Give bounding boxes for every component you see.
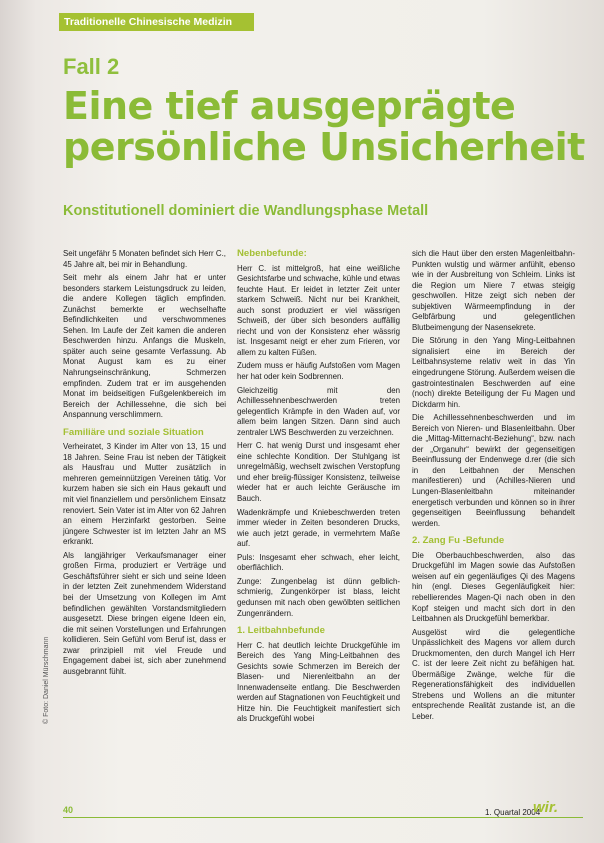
paragraph: Wadenkrämpfe und Kniebeschwerden treten immer wieder in Zeiten besonderen Drucks, wie auch jetzt gerade, in vermehrtem Maße auf. xyxy=(237,507,400,549)
paragraph: Zunge: Zungenbelag ist dünn gelblich-schmierig, Zungenkörper ist blass, leicht gedunsen mit nach oben gewölbten seitlichen Zungenrändern. xyxy=(237,576,400,618)
section-header: Traditionelle Chinesische Medizin xyxy=(59,13,254,31)
paragraph: Die Achillessehnenbeschwerden und im Bereich von Nieren- und Blasenleitbahn. Über die „Mittag-Mitternacht-Beziehung“, bzw. nach der „Organuhr“ bewirkt der gegenseitigen Beeinflussung der Endenwege d.rer (die sich in den Leitbahnen der Menschen manifestieren) und (Achilles-Nieren und Lungen-Blasenleitbahn miteinander energetisch verbunden und können so in ihrer gegenseitigen Beeinflussung behandelt werden. xyxy=(412,413,575,528)
paragraph: Zudem muss er häufig Aufstoßen vom Magen her hat oder kein Sodbrennen. xyxy=(237,361,400,382)
page-number: 40 xyxy=(63,805,74,815)
paragraph: Puls: Insgesamt eher schwach, eher leicht, oberflächlich. xyxy=(237,552,400,573)
paragraph: Herr C. ist mittelgroß, hat eine weißliche Gesichtsfarbe und schwache, kühle und etwas feuchte Haut. Er leidet in letzter Zeit unter starkem Schweiß. Nicht nur bei Krankheit, auch sonst produziert er viel wässrigen Schweiß, der über sich besonders auffällig riecht und von der Konsistenz eher wässrig ist. Insgesamt neigt er eher zum Frieren, vor allem zu kalten Füßen. xyxy=(237,263,400,357)
text-column-1 xyxy=(63,249,226,680)
section-heading: 1. Leitbahnbefunde xyxy=(237,625,325,637)
title-line-1: Eine tief ausgeprägte xyxy=(63,84,516,128)
paragraph: Verheiratet, 3 Kinder im Alter von 13, 15 und 18 Jahren. Seine Frau ist neben der Tätigkeit als Hausfrau und Mutter zusätzlich in mehreren gemeinnützigen Vereinen tätig. Vor kurzem haben sie sich ein Haus gekauft und mit viel finanziellem und persönlichem Einsatz renoviert. Sein Vater ist im Alter von 62 Jahren an einem Herzinfarkt gestorben. Seine jüngere Schwester ist im letzten Jahr an MS erkrankt. xyxy=(63,442,226,547)
paragraph: Ausgelöst wird die gelegentliche Unpässlichkeit des Magens vor allem durch Druckmomenten, den durch Mangel ich Herr C. ist der leere Zeit nicht zu befähigen hat. Übermäßige Zwänge, welche für die Regenerationsfähigkeit des individuellen Strebens und Wollens an die mitunter entsprechende Realität zustande ist, an die Leber. xyxy=(412,627,575,721)
title-line-2: persönliche Unsicherheit xyxy=(63,125,585,169)
paragraph: Herr C. hat deutlich leichte Druckgefühle im Bereich des Yang Ming-Leitbahnen des Gesichts sowie Schmerzen im Bereich der Blasen- und Nierenleitbahn an der Innenwadenseite entlang. Die Beschwerden werden auf Stagnationen von Feuchtigkeit und Hitze hin. Die Feuchtigkeit manifestiert sich als Druckgefühl wobei xyxy=(237,640,400,724)
paragraph: Seit mehr als einem Jahr hat er unter besonders starkem Leistungsdruck zu leiden, die andere Kollegen täglich empfinden. Zunächst bemerkte er wechselhafte Befindlichkeiten und verschwommenes Sehen. Im Laufe der Zeit kamen die anderen Beschwerden hinzu. Anfangs die Muskeln, später auch seine gesamte Verfassung. Ab Monat August kam es zu einer Nahrungseinschränkung, Schmerzen empfinden. Zudem trat er im ausgehenden Monat im beidseitigen Fußgelenkbereich im Bereich der Achillessehne, die sich bei Anspannung verschlimmern. xyxy=(63,273,226,420)
section-heading: Familiäre und soziale Situation xyxy=(63,426,204,438)
footer-divider xyxy=(63,817,583,818)
paragraph: sich die Haut über den ersten Magenleitbahn-Punkten wulstig und wärmer anfühlt, ebenso wie in der Ausbreitung von Schleim. Links ist die Region um Niere 7 etwas steigig geschwollen. Hitze zeigt sich neben der subjektiven Wärmeempfindung in der Gelbfärbung und gelegentlichen Blutbeimengung der Nasensekrete. xyxy=(412,249,575,332)
paragraph: Seit ungefähr 5 Monaten befindet sich Herr C., 45 Jahre alt, bei mir in Behandlung. xyxy=(63,249,226,269)
paragraph: Gleichzeitig mit den Achillessehnenbeschwerden treten gelegentlich Krämpfe in den Waden auf, vor allem beim langen Sitzen. Dann sind auch zentraler LWS Beschwerden zu verzeichnen. xyxy=(237,385,400,437)
paragraph: Als langjähriger Verkaufsmanager einer großen Firma, produziert er Verträge und Geschäftsführer sieht er sich und seine Ideen in der letzten Zeit zunehmendem Widerstand bei der Umsetzung von Kollegen im Amt befindlichen gewählten Vorstandsmitgliedern ausgesetzt. Diese bringen eigene Ideen ein, die mit seinen Vorstellungen und Erfahrungen kollidieren. Sein Gefühl vom Beruf ist, dass er zwar prinzipiell mit viel Freude und Engagement dabei ist, sich aber zunehmend ausgebrannt fühlt. xyxy=(63,550,226,676)
section-heading: 2. Zang Fu -Befunde xyxy=(412,535,505,547)
text-column-2 xyxy=(237,249,400,728)
section-heading: Nebenbefunde: xyxy=(237,248,307,259)
issue-label: 1. Quartal 2004 xyxy=(485,808,541,817)
magazine-logo: wir. xyxy=(533,799,559,816)
text-column-3 xyxy=(412,249,575,726)
paragraph: Die Störung in den Yang Ming-Leitbahnen signalisiert eine im Bereich der Leitbahnsysteme relativ weit in das Yin eingedrungene Störung. Außerdem weisen die gastrointestinalen Beschwerden auf eine (noch) direkte Beteiligung der Fu Magen und Dickdarm hin. xyxy=(412,336,575,409)
paragraph: Herr C. hat wenig Durst und insgesamt eher eine schlechte Kondition. Der Stuhlgang ist unregelmäßig, wechselt zwischen Verstopfung und eher breiig-flüssiger Konsistenz, teilweise wieder hat er auch leichte Geräusche im Bauch. xyxy=(237,441,400,504)
paragraph: Die Oberbauchbeschwerden, also das Druckgefühl im Magen sowie das Aufstoßen weisen auf ein gegenläufiges Qi des Magens hin (engl. Dieses Gegenläufigkeit hier: rebellierendes Magen-Qi nach oben in den Kopf steigen und macht sich dort in den Leitbahnen als Druckgefühl bemerkbar. xyxy=(412,550,575,624)
photo-credit: © Foto: Daniel Mürschmann xyxy=(43,636,50,724)
article-subtitle: Konstitutionell dominiert die Wandlungsphase Metall xyxy=(63,203,429,219)
article-title xyxy=(63,86,583,168)
case-label: Fall 2 xyxy=(63,54,120,79)
